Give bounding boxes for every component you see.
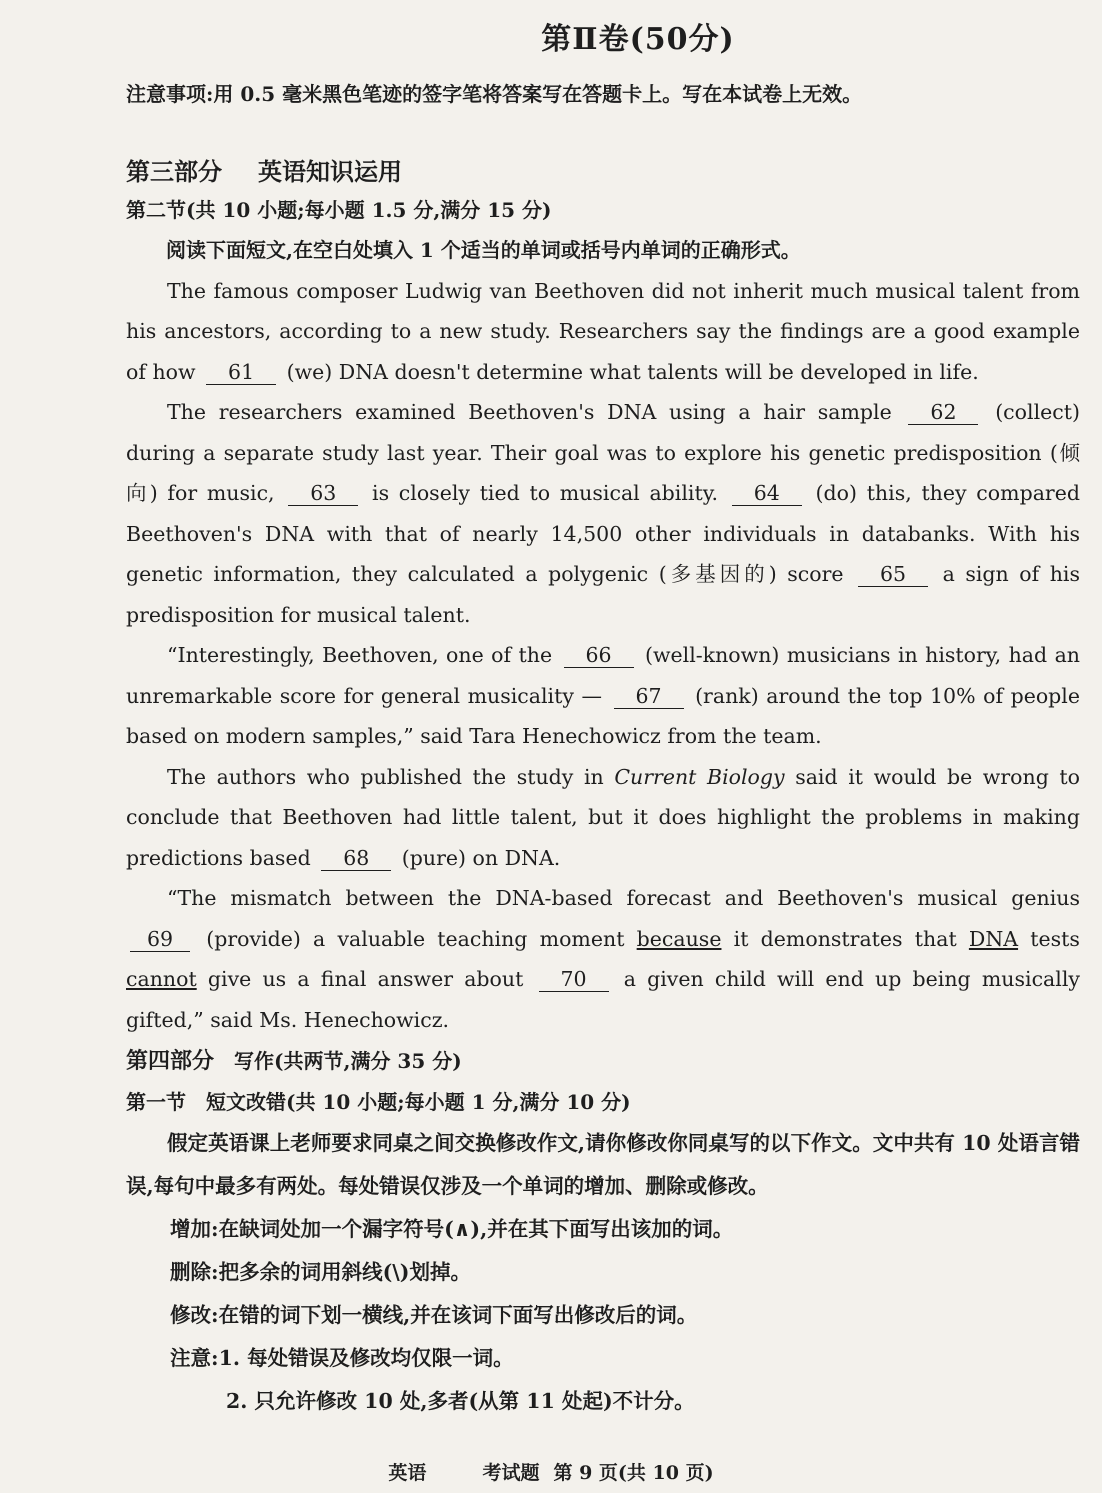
rule-modify: 修改:在错的词下划一横线,并在该词下面写出修改后的词。 (170, 1303, 698, 1327)
paper-title: 第Ⅱ卷(50分) (541, 22, 735, 57)
p2-text-c: (collect) during a separate study last year. Their goal was to explore his genetic predisposition (倾向) for music, (126, 400, 1080, 505)
part3-subtitle: 英语知识运用 (258, 157, 402, 186)
notice: 注意事项:用 0.5 毫米黑色笔迹的签字笔将答案写在答题卡上。写在本试卷上无效。 (126, 82, 863, 106)
blank-68: 68 (321, 846, 391, 871)
part4-title: 第四部分 (126, 1048, 215, 1074)
blank-67: 67 (614, 684, 684, 709)
blank-64: 64 (732, 481, 802, 506)
footer-page-number: 第 9 页(共 10 页) (553, 1462, 714, 1484)
footer-paper: 考试题 (482, 1462, 540, 1484)
p5-text-a: “The mismatch between the DNA-based forecast and Beethoven's musical genius (167, 886, 1080, 910)
p5-text-e: give us a final answer about (207, 967, 524, 991)
p4-text-c: (pure) on DNA. (401, 845, 561, 870)
p3-text-a: “Interestingly, Beethoven, one of the (167, 643, 553, 667)
part4-section-text: 短文改错(共 10 小题;每小题 1 分,满分 10 分) (206, 1090, 631, 1114)
part3-section-title: 第二节(共 10 小题;每小题 1.5 分,满分 15 分) (126, 198, 552, 222)
p5-text-b: (provide) a valuable teaching moment (206, 926, 625, 951)
p5-text-c: it demonstrates that (733, 926, 957, 951)
passage-paragraph-2 (126, 392, 1080, 635)
underlined-dna: DNA (968, 926, 1019, 951)
p2-text-f: a sign of his predisposition for musical talent. (126, 562, 1080, 627)
note-2: 2. 只允许修改 10 处,多者(从第 11 处起)不计分。 (226, 1389, 695, 1413)
p1-text-c: (we) DNA doesn't determine what talents will be developed in life. (286, 359, 979, 384)
part4-heading (126, 1040, 1080, 1082)
blank-65: 65 (858, 562, 928, 587)
part4-section-title (126, 1082, 1080, 1122)
blank-69: 69 (130, 927, 190, 952)
passage-paragraph-4 (126, 757, 1080, 879)
p3-text-c: (well-known) musicians in history, had an unremarkable score for general musicality — (126, 643, 1080, 708)
blank-66: 66 (564, 643, 634, 668)
blank-61: 61 (206, 360, 276, 385)
passage-paragraph-5 (126, 878, 1080, 1040)
blank-70: 70 (539, 967, 609, 992)
p2-text-d: is closely tied to musical ability. (372, 481, 719, 505)
footer-subject: 英语 (388, 1462, 427, 1484)
p4-text-a: The authors who published the study in (167, 764, 604, 789)
underlined-cannot: cannot (126, 967, 197, 991)
p5-text-d: tests (1030, 926, 1080, 951)
passage-paragraph-1 (126, 271, 1080, 393)
p4-text-b: said it would be wrong to conclude that Beethoven had little talent, but it does highlight the problems in making predictions based (126, 764, 1080, 870)
journal-name: Current Biology (614, 764, 785, 789)
underlined-because: because (636, 926, 722, 951)
part4-section-label: 第一节 (126, 1090, 186, 1114)
part4-subtitle: 写作(共两节,满分 35 分) (234, 1049, 462, 1073)
passage-paragraph-3 (126, 635, 1080, 757)
error-correction-intro: 假定英语课上老师要求同桌之间交换修改作文,请你修改你同桌写的以下作文。文中共有 10 处语言错误,每句中最多有两处。每处错误仅涉及一个单词的增加、删除或修改。 (126, 1131, 1080, 1198)
rule-delete: 删除:把多余的词用斜线(\)划掉。 (170, 1260, 471, 1284)
p2-text-a: The researchers examined Beethoven's DNA using a hair sample (167, 400, 892, 424)
blank-62: 62 (908, 400, 978, 425)
p3-text-d: (rank) around the top 10% of people based on modern samples,” said Tara Henechowicz from the team. (126, 683, 1080, 748)
part3-title: 第三部分 (126, 157, 222, 186)
p2-text-e: (do) this, they compared Beethoven's DNA with that of nearly 14,500 other individuals in databanks. With his genetic information, they calculated a polygenic (多基因的) score (126, 481, 1080, 586)
rule-add: 增加:在缺词处加一个漏字符号(∧),并在其下面写出该加的词。 (170, 1217, 734, 1241)
part3-heading (126, 154, 1080, 190)
p1-text-a: The famous composer Ludwig van Beethoven did not inherit much musical talent from his ancestors, according to a new study. Researchers say the findings are a good example of how (126, 278, 1080, 384)
p5-text-f: a given child will end up being musically gifted,” said Ms. Henechowicz. (126, 967, 1080, 1032)
cloze-instruction: 阅读下面短文,在空白处填入 1 个适当的单词或括号内单词的正确形式。 (166, 238, 801, 262)
note-1: 注意:1. 每处错误及修改均仅限一词。 (170, 1346, 514, 1370)
blank-63: 63 (288, 481, 358, 506)
page-footer (0, 1458, 1102, 1485)
